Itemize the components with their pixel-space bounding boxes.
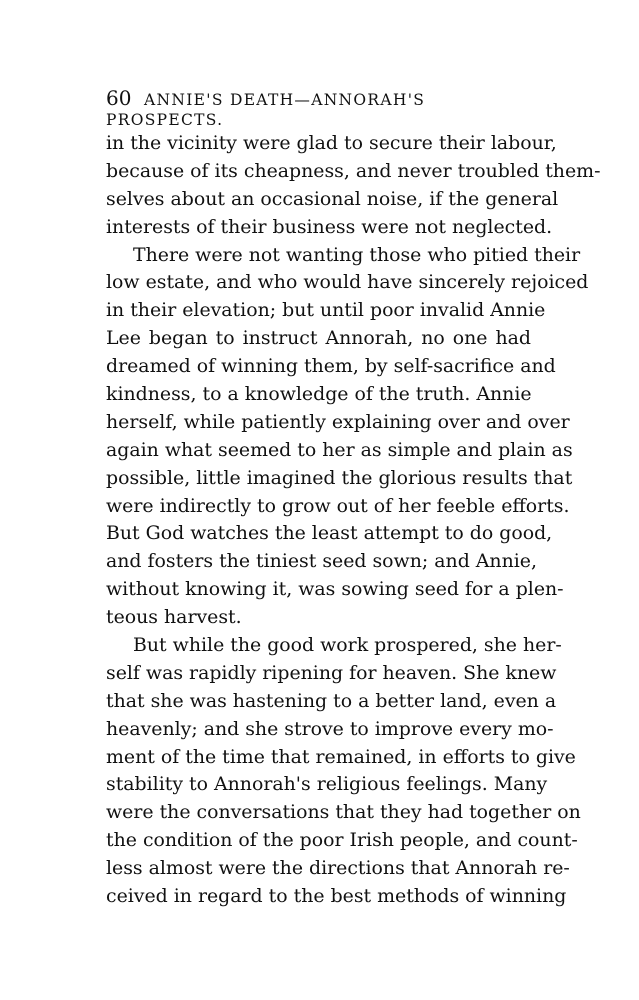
text-line: without knowing it, was sowing seed for a plen- — [106, 578, 564, 601]
running-head-title: ANNIE'S DEATH—ANNORAH'S PROSPECTS. — [106, 91, 426, 129]
text-line: stability to Annorah's religious feelings. Many — [106, 773, 548, 796]
text-line: There were not wanting those who pitied their — [133, 243, 581, 266]
text-line: teous harvest. — [106, 606, 242, 629]
text-line: because of its cheapness, and never troubled them- — [106, 159, 601, 182]
text-line: But while the good work prospered, she her- — [133, 634, 562, 657]
page-number: 60 — [106, 86, 132, 110]
text-line: But God watches the least attempt to do good, — [106, 522, 553, 545]
text-line: in the vicinity were glad to secure their labour, — [106, 132, 557, 154]
text-line: that she was hastening to a better land, even a — [106, 689, 557, 712]
body-text — [106, 130, 601, 911]
text-line: and fosters the tiniest seed sown; and Annie, — [106, 550, 537, 573]
text-line: less almost were the directions that Annorah re- — [106, 857, 570, 880]
text-line: ceived in regard to the best methods of winning — [106, 885, 567, 908]
running-head — [106, 88, 530, 130]
text-line: ment of the time that remained, in efforts to give — [106, 745, 576, 768]
text-line: interests of their business were not neglected. — [106, 215, 553, 238]
text-line: possible, little imagined the glorious results that — [106, 466, 573, 489]
text-line: in their elevation; but until poor invalid Annie — [106, 299, 546, 322]
text-line: Lee began to instruct Annorah, no one had — [106, 327, 531, 350]
text-line: self was rapidly ripening for heaven. She knew — [106, 661, 557, 684]
text-line: selves about an occasional noise, if the general — [106, 187, 559, 210]
text-line: dreamed of winning them, by self-sacrifice and — [106, 355, 556, 378]
text-line: heavenly; and she strove to improve every mo- — [106, 717, 554, 740]
text-line: low estate, and who would have sincerely rejoiced — [106, 271, 589, 294]
text-line: herself, while patiently explaining over and over — [106, 410, 570, 433]
text-line: were the conversations that they had together on — [106, 801, 581, 824]
text-line: kindness, to a knowledge of the truth. Annie — [106, 383, 532, 406]
text-line: the condition of the poor Irish people, and count- — [106, 829, 578, 852]
text-line: were indirectly to grow out of her feeble efforts. — [106, 494, 570, 517]
text-line: again what seemed to her as simple and plain as — [106, 438, 573, 461]
